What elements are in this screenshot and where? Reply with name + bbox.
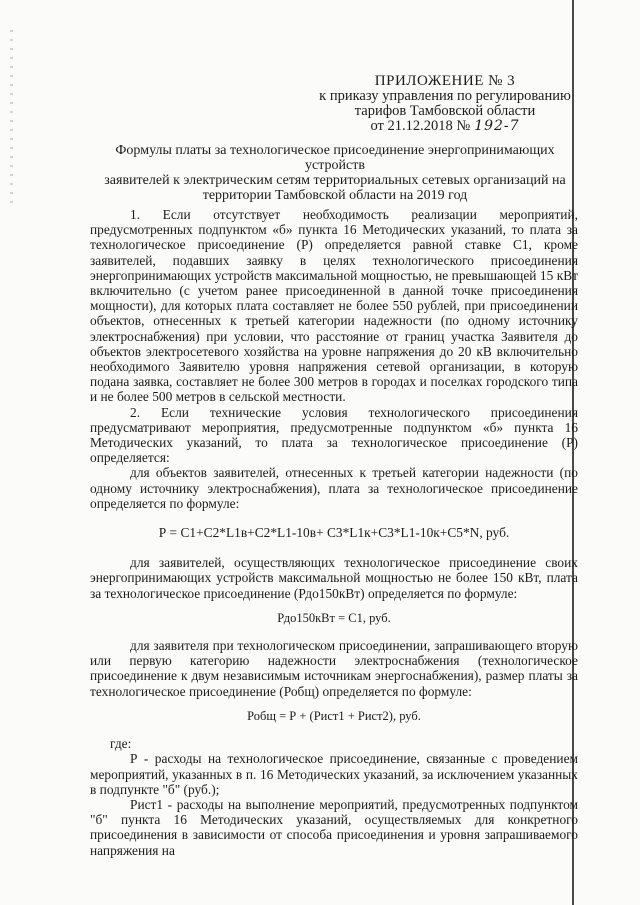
- title-line-2: заявителей к электрическим сетям территориальных сетевых организаций на: [104, 173, 566, 188]
- appendix-number: ПРИЛОЖЕНИЕ № 3: [374, 73, 516, 89]
- order-date: [300, 119, 590, 134]
- paragraph-3: для объектов заявителей, отнесенных к третьей категории надежности (по одному источнику электроснабжения), плата за технологическое присоединение определяется по формуле:: [90, 465, 578, 511]
- handwritten-number: 192-7: [474, 118, 520, 134]
- title-line-3: территории Тамбовской области на 2019 год: [202, 188, 468, 203]
- formula-2: Рдо150кВт = С1, руб.: [277, 610, 391, 625]
- document-title: [90, 143, 580, 203]
- where-label: где:: [110, 736, 132, 752]
- paragraph-7: Рист1 - расходы на выполнение мероприятий, предусмотренных подпунктом "б" пункта 16 Методических указаний, осуществляемых для конкретного присоединения в зависимости от способа присоединения и уровня запрашиваемого напряжения на: [90, 796, 578, 858]
- order-date-text: от 21.12.2018 №: [370, 118, 471, 134]
- order-reference: к приказу управления по регулированию: [319, 88, 571, 104]
- paragraph-5: для заявителя при технологическом присоединении, запрашивающего вторую или первую категорию надежности электроснабжения (технологическое присоединение к двум независимым источникам энергоснабжения), размер платы за технологическое присоединение (Робщ) определяется по формуле:: [90, 638, 578, 699]
- formula-3: Робщ = Р + (Рист1 + Рист2), руб.: [247, 708, 421, 723]
- formula-1: Р = С1+С2*L1в+С2*L1-10в+ С3*L1к+С3*L1-10к+С5*N, руб.: [158, 525, 510, 541]
- paragraph-6: Р - расходы на технологическое присоединение, связанные с проведением мероприятий, указанных в п. 16 Методических указаний, за исключением указанных в подпункте "б" (руб.);: [90, 751, 578, 797]
- paragraph-2: 2. Если технические условия технологического присоединения предусматривают мероприятия, предусмотренные подпунктом «б» пункта 16 Методических указаний, то плата за технологическое присоединение (Р) определяется:: [90, 404, 578, 466]
- paragraph-4: для заявителей, осуществляющих технологическое присоединение своих энергопринимающих устройств максимальной мощностью не более 150 кВт, плата за технологическое присоединение (Рдо150кВт) определяется по формуле:: [90, 555, 578, 601]
- paragraph-1: 1. Если отсутствует необходимость реализации мероприятий, предусмотренных подпунктом «б» пункта 16 Методических указаний, то плата за технологическое присоединение (Р) определяется равной ставке С1, кроме заявителей, подавших заявку в целях технологического присоединения энергопринимающих устройств максимальной мощностью, не превышающей 15 кВт включительно (с учетом ранее присоединенной в данной точке присоединения мощности), для которых плата составляет не более 550 рублей, при присоединении объектов, отнесенных к третьей категории надежности (по одному источнику электроснабжения) при условии, что расстояние от границ участка Заявителя до объектов электросетевого хозяйства на уровне напряжения до 20 кВ включительно необходимого Заявителю уровня напряжения сетевой организации, в которую подана заявка, составляет не более 300 метров в городах и поселках городского типа и не более 500 метров в сельской местности.: [90, 207, 578, 405]
- document-body: [90, 207, 578, 858]
- appendix-header: [300, 74, 590, 134]
- scan-noise: [10, 30, 13, 210]
- order-authority: тарифов Тамбовской области: [354, 103, 536, 119]
- title-line-1: Формулы платы за технологическое присоединение энергопринимающих устройств: [115, 143, 555, 173]
